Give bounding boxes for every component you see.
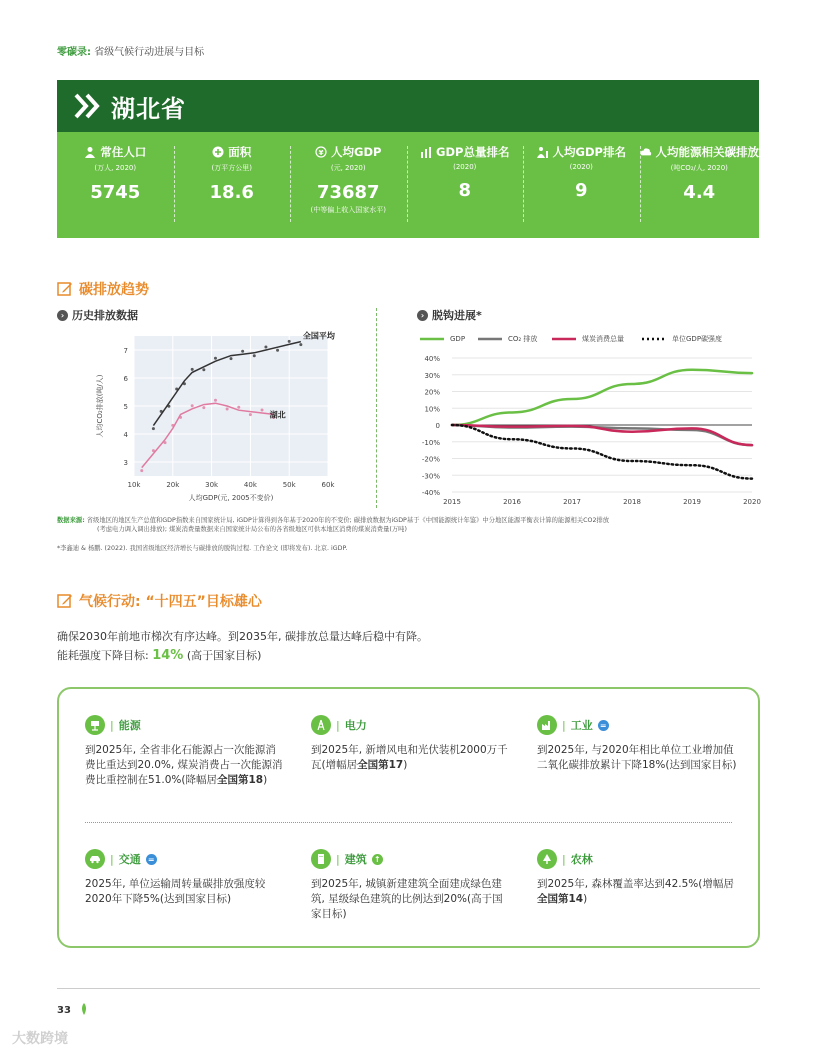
y-tick-label: 0 <box>435 422 440 430</box>
data-point <box>160 410 163 413</box>
stat-label: 常住人口 <box>100 145 147 159</box>
breadcrumb-text: 省级气候行动进展与目标 <box>94 47 205 58</box>
y-tick-label: -10% <box>421 438 440 447</box>
data-point <box>276 349 279 352</box>
energy-target-label: 能耗强度下降目标: <box>57 648 149 662</box>
y-tick-label: 40% <box>424 355 440 363</box>
data-point <box>191 368 194 371</box>
goal-text-tail: ) <box>263 774 268 787</box>
goal-text-body: 到2025年, 新增风电和光伏装机2000万千瓦(增幅居 <box>311 744 508 772</box>
data-point <box>214 357 217 360</box>
y-tick-label: 10% <box>424 405 440 414</box>
stat-label: 人均GDP <box>331 145 382 159</box>
series-label: 全国平均 <box>302 331 335 341</box>
action-line1: 确保2030年前地市梯次有序达峰。到2035年, 碳排放总量达峰后稳中有降。 <box>57 630 428 643</box>
decoupling-chart <box>412 328 767 508</box>
legend-label: GDP <box>450 335 466 343</box>
subtitle-decoupling <box>417 307 482 323</box>
factory-icon <box>537 715 557 735</box>
goal-text-body: 到2025年, 森林覆盖率达到42.5%(增幅居 <box>537 878 734 890</box>
goal-forestry: | 农林 到2025年, 森林覆盖率达到42.5%(增幅居全国第14) <box>537 849 737 907</box>
stat-area <box>174 132 291 238</box>
y-tick-label: 4 <box>123 431 128 439</box>
footnote: *李鑫迪 & 杨鹏. (2022). 我国省级地区经济增长与碳排放的脱钩过程. 工作论文 (即将发布). 北京. iGDP. <box>57 545 348 552</box>
goal-rank: 全国第14 <box>537 893 584 906</box>
people-icon <box>84 146 96 158</box>
data-point <box>191 404 194 407</box>
goal-industry: | 工业 = 到2025年, 与2020年相比单位工业增加值二氧化碳排放累计下降18%(达到国家目标) <box>537 715 737 773</box>
data-point <box>264 346 267 349</box>
y-tick-label: 6 <box>123 375 128 383</box>
goal-name: 工业 <box>570 719 593 732</box>
source-line1: 省级地区的地区生产总值和GDP指数来自国家统计局, iGDP计算得到各年基于2020年的不变价; 碳排放数据为iGDP基于《中国能源统计年鉴》中分地区能源平衡表计算的能源相关CO2排放 <box>86 517 610 524</box>
goal-name: 交通 <box>118 853 141 866</box>
breadcrumb <box>57 43 204 58</box>
history-emission-chart <box>92 328 342 508</box>
goal-text: 到2025年, 城镇新建建筑全面建成绿色建筑, 星级绿色建筑的比例达到20%(高于国家目标) <box>311 878 503 921</box>
breadcrumb-prefix: 零碳录: <box>57 47 91 58</box>
x-tick-label: 20k <box>166 481 180 489</box>
co2-cloud-icon <box>640 146 652 158</box>
stat-label: 面积 <box>228 145 252 159</box>
x-axis-label: 人均GDP(元, 2005不变价) <box>188 494 274 502</box>
data-point <box>261 409 264 412</box>
stat-label: GDP总量排名 <box>436 145 510 159</box>
data-point <box>253 354 256 357</box>
stat-value: 9 <box>574 180 588 201</box>
x-tick-label: 2020 <box>743 498 761 506</box>
page-title: 湖北省 <box>111 94 186 123</box>
x-tick-label: 2017 <box>563 498 581 506</box>
y-tick-label: 7 <box>123 347 128 355</box>
edit-icon <box>57 281 73 297</box>
double-chevron-icon <box>71 89 105 123</box>
energy-target-note: (高于国家目标) <box>186 648 262 662</box>
y-axis-label: 人均CO₂排放(吨/人) <box>96 374 104 438</box>
series-line <box>452 425 752 479</box>
stat-gdp-rank <box>407 132 524 238</box>
series-line <box>452 370 752 425</box>
page-number: 33 <box>57 1005 71 1016</box>
goal-transport: | 交通 = 2025年, 单位运输周转量碳排放强度较2020年下降5%(达到国家目标) <box>85 849 285 907</box>
stat-value: 5745 <box>90 182 141 203</box>
stat-population <box>57 132 174 238</box>
data-point <box>140 469 143 472</box>
stat-unit: (吨CO₂/人, 2020) <box>670 164 728 172</box>
data-point <box>202 368 205 371</box>
data-point <box>175 388 178 391</box>
stat-value: 18.6 <box>209 182 254 203</box>
goal-rank: 全国第18 <box>216 774 264 787</box>
footer-divider <box>57 988 760 989</box>
data-point <box>202 406 205 409</box>
x-tick-label: 2015 <box>443 498 461 506</box>
subtitle-history <box>57 307 138 323</box>
stat-label: 人均能源相关碳排放 <box>655 145 759 159</box>
data-point <box>164 441 167 444</box>
goal-rank: 全国第17 <box>357 759 404 772</box>
source-tag: 数据来源: <box>57 517 85 524</box>
goal-power: | 电力 到2025年, 新增风电和光伏装机2000万千瓦(增幅居全国第17) <box>311 715 511 773</box>
stat-carbon-per-capita <box>640 132 760 238</box>
stat-unit: (元, 2020) <box>330 164 366 172</box>
x-tick-label: 50k <box>282 481 296 489</box>
stat-unit: (2020) <box>569 163 593 171</box>
action-intro <box>57 628 428 666</box>
energy-icon <box>85 715 105 735</box>
goal-text: 到2025年, 与2020年相比单位工业增加值二氧化碳排放累计下降18%(达到国家目标) <box>537 744 737 772</box>
svg-text:¥: ¥ <box>318 149 324 157</box>
goal-text: 2025年, 单位运输周转量碳排放强度较2020年下降5%(达到国家目标) <box>85 878 266 906</box>
stat-note: (中等偏上收入国家水平) <box>310 206 386 214</box>
subtitle-text: 脱钩进展* <box>432 309 482 322</box>
x-tick-label: 2018 <box>623 498 641 506</box>
stat-unit: (万平方公里) <box>211 164 252 172</box>
building-icon <box>311 849 331 869</box>
tree-icon <box>537 849 557 869</box>
watermark: 大数跨境 <box>12 1031 68 1047</box>
power-icon <box>311 715 331 735</box>
legend-label: CO₂ 排放 <box>508 335 538 343</box>
goal-text <box>537 877 737 907</box>
stat-value: 4.4 <box>683 182 716 203</box>
source-line2: (考虑电力调入调出排放); 煤炭消费量数据来自国家统计局公布的各省级地区可供本地区消费的煤炭消费量(万吨) <box>97 526 407 534</box>
equal-indicator-icon: = <box>146 854 157 865</box>
legend-label: 煤炭消费总量 <box>582 335 624 343</box>
data-point <box>288 340 291 343</box>
data-point <box>241 350 244 353</box>
data-source <box>57 516 767 535</box>
section-title-trend <box>57 279 149 299</box>
y-tick-label: 30% <box>424 371 440 380</box>
data-point <box>249 413 252 416</box>
data-point <box>299 343 302 346</box>
section-title-text: 碳排放趋势 <box>79 282 149 298</box>
stat-value: 8 <box>458 180 472 201</box>
y-tick-label: 3 <box>123 459 128 467</box>
data-point <box>152 427 155 430</box>
leaf-icon <box>80 1003 88 1015</box>
stat-label: 人均GDP排名 <box>552 145 626 159</box>
goal-text <box>311 743 511 773</box>
stat-unit: (2020) <box>453 163 477 171</box>
y-tick-label: 20% <box>424 388 440 397</box>
chevron-right-icon: › <box>417 310 428 321</box>
y-tick-label: -30% <box>421 472 440 481</box>
x-tick-label: 10k <box>127 481 141 489</box>
stats-panel <box>57 132 759 238</box>
data-point <box>171 424 174 427</box>
goal-name: 建筑 <box>344 853 367 866</box>
goal-name: 农林 <box>570 853 593 866</box>
y-tick-label: 5 <box>123 403 128 411</box>
up-indicator-icon: ↑ <box>372 854 383 865</box>
series-label: 湖北 <box>269 410 286 420</box>
car-icon <box>85 849 105 869</box>
goal-name: 电力 <box>344 719 367 732</box>
data-point <box>152 449 155 452</box>
goal-text <box>85 743 285 789</box>
data-point <box>237 406 240 409</box>
equal-indicator-icon: = <box>598 720 609 731</box>
goal-energy: | 能源 到2025年, 全省非化石能源占一次能源消费比重达到20.0%, 煤炭消费占一次能源消费比重控制在51.0%(降幅居全国第18) <box>85 715 285 789</box>
legend-label: 单位GDP碳强度 <box>672 335 723 343</box>
goals-panel <box>57 687 760 948</box>
x-tick-label: 40k <box>243 481 257 489</box>
section-title-text: 气候行动: “十四五”目标雄心 <box>79 594 262 610</box>
goal-text-body: 到2025年, 全省非化石能源占一次能源消费比重达到20.0%, 煤炭消费占一次能源消费比重控制在51.0%(降幅居 <box>85 744 283 787</box>
data-point <box>179 416 182 419</box>
data-point <box>226 408 229 411</box>
x-tick-label: 60k <box>321 481 335 489</box>
edit-icon <box>57 593 73 609</box>
x-tick-label: 30k <box>205 481 219 489</box>
data-point <box>167 405 170 408</box>
stat-gdp-per-capita-rank <box>523 132 640 238</box>
data-point <box>230 357 233 360</box>
y-tick-label: -40% <box>421 489 440 497</box>
person-rank-icon <box>537 146 549 158</box>
goals-divider <box>85 822 732 823</box>
energy-target-pct: 14% <box>152 647 184 663</box>
goal-text-tail: ) <box>583 893 588 906</box>
x-tick-label: 2016 <box>503 498 521 506</box>
stat-gdp-per-capita <box>290 132 407 238</box>
section-title-action <box>57 591 262 611</box>
subtitle-text: 历史排放数据 <box>72 309 138 322</box>
goal-name: 能源 <box>118 719 141 732</box>
x-tick-label: 2019 <box>683 498 701 506</box>
province-header <box>57 80 759 132</box>
bar-icon <box>420 146 432 158</box>
goal-text-tail: ) <box>403 759 408 772</box>
chevron-right-icon: › <box>57 310 68 321</box>
goal-building: | 建筑 ↑ 到2025年, 城镇新建建筑全面建成绿色建筑, 星级绿色建筑的比例达到20%(高于国家目标) <box>311 849 511 923</box>
stat-unit: (万人, 2020) <box>94 164 137 172</box>
column-divider <box>376 308 377 508</box>
area-icon <box>212 146 224 158</box>
data-point <box>214 399 217 402</box>
data-point <box>183 382 186 385</box>
yuan-icon <box>315 146 327 158</box>
stat-value: 73687 <box>316 182 380 203</box>
y-tick-label: -20% <box>421 455 440 464</box>
